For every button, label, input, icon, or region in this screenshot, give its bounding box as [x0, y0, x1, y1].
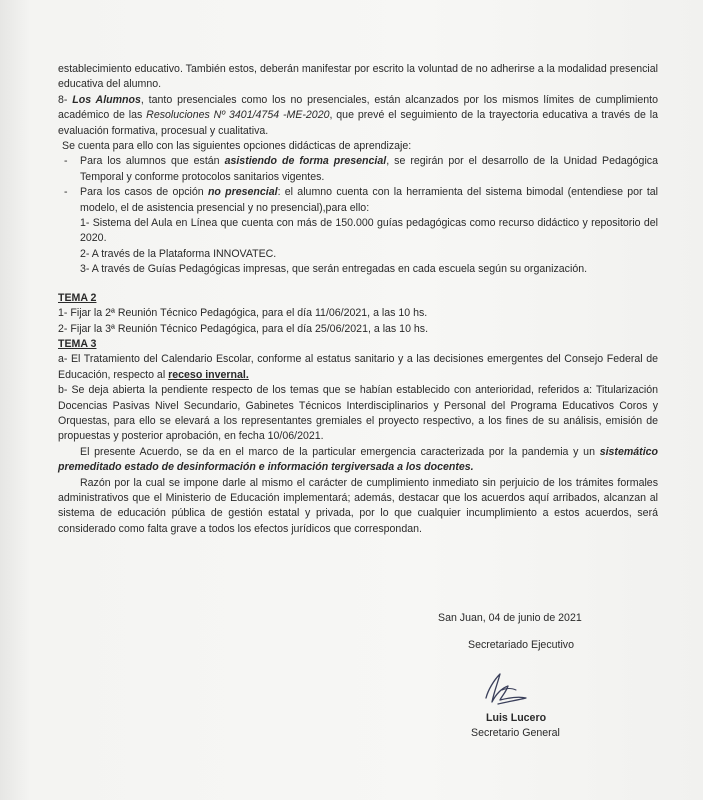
- tema-3-heading: TEMA 3: [58, 337, 97, 350]
- paragraph-razon: Razón por la cual se impone darle al mismo el carácter de cumplimiento inmediato sin perjuicio de los trámites formales administrativos que el Ministerio de Educación implementará; además, destacar que los acuerdos aquí arribados, alcanzan al sistema de educación pública de gestión estatal y privada, por lo que cualquier incumplimiento a estos acuerdos, será considerado como falta grave a todos los efectos jurídicos que correspondan.: [58, 476, 658, 535]
- document-body: [58, 62, 658, 537]
- sub-item-aula-en-linea: 1- Sistema del Aula en Línea que cuenta con más de 150.000 guías pedagógicas como recurso didáctico y repositorio del 2020.: [80, 217, 658, 245]
- tema-3-item-b: b- Se deja abierta la pendiente respecto de los temas que se habían establecido con anterioridad, referidos a: Titularización Docencias Pasivas Nivel Secundario, Gabinetes Técnicos Interdisciplinarios y Personal del Programa Educativos Coros y Orquestas, para ello se elevará a los representantes gremiales el proyecto respectivo, a los fines de su análisis, emisión de propuestas y posterior aprobación, en fecha 10/06/2021.: [58, 384, 658, 443]
- paragraph-acuerdo: El presente Acuerdo, se da en el marco de la particular emergencia caracterizada por la pandemia y un sistemático premeditado estado de desinformación e información tergiversada a los docentes.: [58, 445, 658, 474]
- resolution-ref: Resoluciones Nº 3401/4754 -ME-2020: [146, 109, 330, 122]
- bullet-dash: -: [64, 186, 68, 199]
- signatory-name: Luis Lucero: [486, 712, 547, 724]
- bullet-dash: -: [64, 155, 68, 168]
- signature-date: San Juan, 04 de junio de 2021: [438, 612, 582, 624]
- signatory-role: Secretario General: [471, 727, 560, 739]
- receso-invernal: receso invernal.: [168, 368, 249, 381]
- bullet-no-presencial: - Para los casos de opción no presencial: el alumno cuenta con la herramienta del sistema bimodal (entendiese por tal modelo, el de asistencia presencial y no presencial),para ello:: [64, 186, 659, 214]
- tema-2-heading: TEMA 2: [58, 291, 97, 304]
- sub-item-guias-impresas: 3- A través de Guías Pedagógicas impresas, que serán entregadas en cada escuela según su organización.: [80, 263, 588, 276]
- no-presencial-emphasis: no presencial: [207, 186, 278, 199]
- paragraph-opciones: Se cuenta para ello con las siguientes opciones didácticas de aprendizaje:: [62, 140, 412, 153]
- paragraph-alumnos: [58, 93, 658, 139]
- tema-3-item-a: a- El Tratamiento del Calendario Escolar, conforme al estatus sanitario y a las decisiones emergentes del Consejo Federal de Educación, respecto al receso invernal.: [58, 353, 658, 381]
- paragraph-establecimiento: establecimiento educativo. También estos, deberán manifestar por escrito la voluntad de no adherirse a la modalidad presencial educativa del alumno.: [58, 63, 658, 91]
- desinformacion-emphasis: sistemático premeditado estado de desinformación e información tergiversada a los docentes.: [58, 445, 658, 474]
- presencial-emphasis: asistiendo de forma presencial: [224, 155, 387, 168]
- alumnos-heading: Los Alumnos: [72, 93, 141, 106]
- alumnos-text-a: , tanto presenciales como los no presenciales, están alcanzados por los mismos límites de cumplimiento académico de las: [58, 93, 658, 122]
- bullet-presencial: - Para los alumnos que están asistiendo de forma presencial, se regirán por el desarrollo de la Unidad Pedagógica Temporal y conforme protocolos sanitarios vigentes.: [64, 155, 658, 183]
- alumnos-text-b: , que prevé el seguimiento de la trayectoria educativa a través de la evaluación formativa, procesual y cualitativa.: [58, 109, 658, 137]
- tema-2-item-1: 1- Fijar la 2ª Reunión Técnico Pedagógica, para el día 11/06/2021, a las 10 hs.: [58, 307, 428, 320]
- sub-item-innovatec: 2- A través de la Plataforma INNOVATEC.: [80, 247, 277, 260]
- tema-2-item-2: 2- Fijar la 3ª Reunión Técnico Pedagógica, para el día 25/06/2021, a las 10 hs.: [58, 322, 429, 335]
- handwritten-signature: [472, 668, 552, 714]
- signature-body: Secretariado Ejecutivo: [468, 639, 574, 651]
- item-number: 8-: [58, 93, 73, 106]
